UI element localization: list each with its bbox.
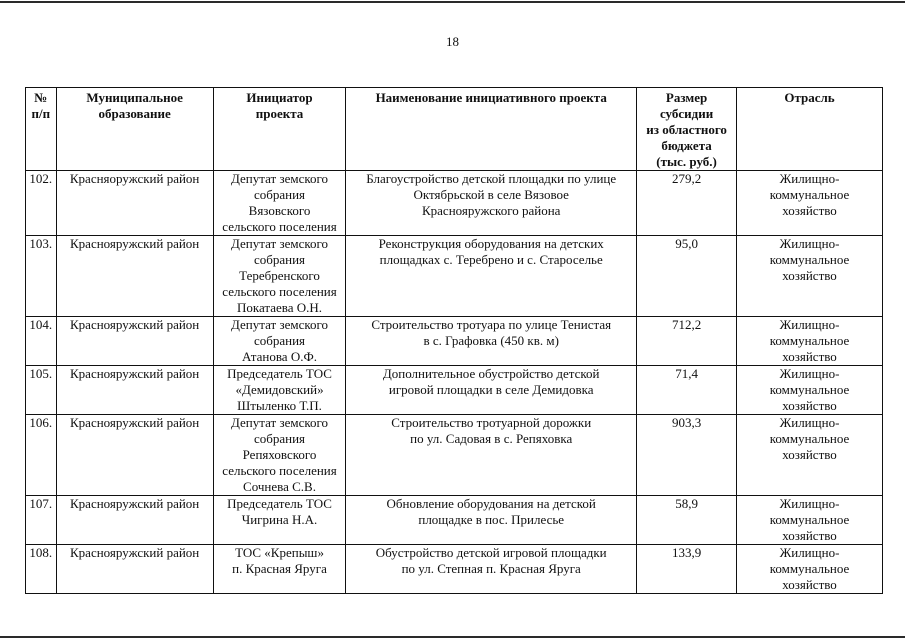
row-municipality [56, 545, 213, 594]
row-initiator [213, 366, 346, 415]
row-number-text: 105. [29, 366, 53, 381]
row-initiator-text: Депутат земского собрания Атанова О.Ф. [231, 317, 329, 364]
subsidy-table [25, 87, 883, 594]
row-number [26, 171, 57, 236]
row-initiator-text: Председатель ТОС Чигрина Н.А. [227, 496, 332, 527]
row-project-text: Обновление оборудования на детской площадке в пос. Прилесье [386, 496, 596, 527]
header-municipality: Муниципальное образование [56, 88, 213, 171]
row-project-text: Благоустройство детской площадки по улице Октябрьской в селе Вязовое Краснояружского района [366, 171, 617, 218]
table-row [26, 415, 883, 496]
row-industry-text: Жилищно- коммунальное хозяйство [769, 496, 850, 543]
table-row [26, 545, 883, 594]
row-number [26, 317, 57, 366]
header-industry: Отрасль [737, 88, 883, 171]
row-project-text: Строительство тротуара по улице Тенистая в с. Графовка (450 кв. м) [371, 317, 612, 348]
row-initiator-text: Председатель ТОС «Демидовский» Штыленко Т.П. [227, 366, 332, 413]
row-subsidy [637, 171, 737, 236]
row-municipality-text: Краснояружский район [70, 415, 200, 430]
scan-edge-top [0, 1, 905, 3]
row-initiator-text: Депутат земского собрания Репяховского сельского поселения Сочнева С.В. [222, 415, 337, 494]
row-project [346, 496, 637, 545]
row-municipality [56, 415, 213, 496]
row-number [26, 236, 57, 317]
row-project-text: Дополнительное обустройство детской игровой площадки в селе Демидовка [382, 366, 600, 397]
row-number-text: 107. [29, 496, 53, 511]
page-number: 18 [446, 34, 459, 49]
row-subsidy [637, 545, 737, 594]
row-project-text: Обустройство детской игровой площадки по ул. Степная п. Красная Яруга [375, 545, 607, 576]
table-row [26, 317, 883, 366]
row-project [346, 415, 637, 496]
row-municipality-text: Краснояружский район [70, 366, 200, 381]
row-initiator-text: ТОС «Крепыш» п. Красная Яруга [232, 545, 327, 576]
row-industry-text: Жилищно- коммунальное хозяйство [769, 366, 850, 413]
row-number-text: 104. [29, 317, 53, 332]
row-project-text: Реконструкция оборудования на детских площадках с. Теребрено и с. Староселье [378, 236, 604, 267]
row-industry-text: Жилищно- коммунальное хозяйство [769, 545, 850, 592]
row-project [346, 236, 637, 317]
row-project [346, 545, 637, 594]
row-initiator [213, 236, 346, 317]
table-header-row [26, 88, 883, 171]
row-subsidy [637, 415, 737, 496]
row-subsidy [637, 236, 737, 317]
row-municipality-text: Краснояружский район [70, 317, 200, 332]
header-number: № п/п [26, 88, 57, 171]
row-number [26, 366, 57, 415]
row-number-text: 102. [29, 171, 53, 186]
row-number [26, 496, 57, 545]
row-municipality-text: Краснояружский район [70, 545, 200, 560]
row-municipality [56, 317, 213, 366]
row-industry [737, 236, 883, 317]
row-municipality-text: Красняоружский район [69, 171, 200, 186]
table-row [26, 496, 883, 545]
table-row [26, 171, 883, 236]
row-industry [737, 366, 883, 415]
row-industry [737, 545, 883, 594]
row-project-text: Строительство тротуарной дорожки по ул. Садовая в с. Репяховка [391, 415, 592, 446]
row-initiator [213, 496, 346, 545]
row-initiator [213, 317, 346, 366]
row-number [26, 415, 57, 496]
row-subsidy [637, 366, 737, 415]
row-subsidy-text: 95,0 [675, 236, 698, 251]
row-subsidy [637, 496, 737, 545]
row-industry [737, 171, 883, 236]
row-industry [737, 317, 883, 366]
row-project [346, 171, 637, 236]
row-initiator [213, 415, 346, 496]
scan-edge-bottom [0, 636, 905, 638]
row-number-text: 103. [29, 236, 53, 251]
row-initiator-text: Депутат земского собрания Вязовского сельского поселения [222, 171, 337, 234]
row-initiator-text: Депутат земского собрания Теребренского сельского поселения Покатаева О.Н. [222, 236, 337, 315]
row-project [346, 317, 637, 366]
row-initiator [213, 171, 346, 236]
row-municipality [56, 496, 213, 545]
row-number-text: 106. [29, 415, 53, 430]
row-industry [737, 415, 883, 496]
table-row [26, 366, 883, 415]
row-initiator [213, 545, 346, 594]
row-industry-text: Жилищно- коммунальное хозяйство [769, 236, 850, 283]
row-subsidy-text: 133,9 [671, 545, 702, 560]
row-project [346, 366, 637, 415]
row-municipality [56, 236, 213, 317]
row-subsidy-text: 58,9 [675, 496, 698, 511]
row-municipality-text: Краснояружский район [70, 236, 200, 251]
row-industry [737, 496, 883, 545]
row-municipality [56, 366, 213, 415]
header-subsidy: Размер субсидии из областного бюджета (тыс. руб.) [637, 88, 737, 171]
row-municipality-text: Краснояружский район [70, 496, 200, 511]
row-subsidy-text: 903,3 [671, 415, 702, 430]
row-subsidy [637, 317, 737, 366]
row-industry-text: Жилищно- коммунальное хозяйство [769, 171, 850, 218]
row-industry-text: Жилищно- коммунальное хозяйство [769, 415, 850, 462]
header-project: Наименование инициативного проекта [346, 88, 637, 171]
table-row [26, 236, 883, 317]
row-municipality [56, 171, 213, 236]
row-subsidy-text: 71,4 [675, 366, 698, 381]
row-subsidy-text: 712,2 [671, 317, 702, 332]
row-subsidy-text: 279,2 [671, 171, 702, 186]
header-initiator: Инициатор проекта [213, 88, 346, 171]
row-number [26, 545, 57, 594]
row-number-text: 108. [29, 545, 53, 560]
row-industry-text: Жилищно- коммунальное хозяйство [769, 317, 850, 364]
